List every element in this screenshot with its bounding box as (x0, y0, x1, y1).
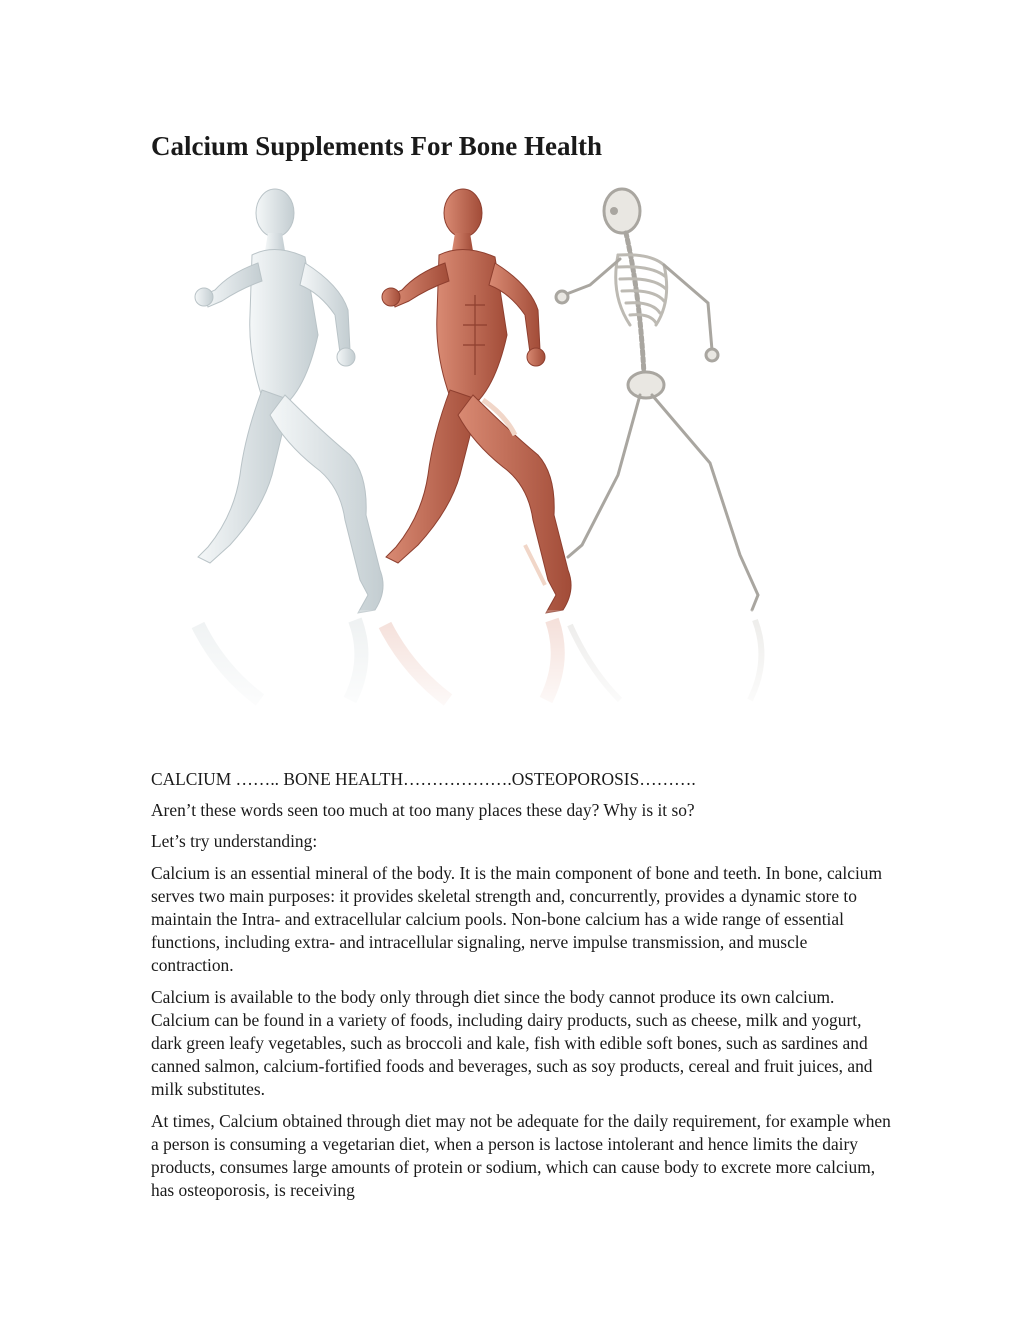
document-title: Calcium Supplements For Bone Health (151, 131, 603, 161)
skin-figure (195, 189, 383, 613)
intro-question: Aren’t these words seen too much at too many places these day? Why is it so? (151, 800, 695, 821)
keywords-line: CALCIUM …….. BONE HEALTH……………….OSTEOPOROSIS………. (151, 769, 696, 789)
muscle-figure (382, 189, 571, 613)
intro-lead: Let’s try understanding: (151, 831, 318, 852)
running-figures-illustration (180, 180, 840, 725)
paragraph-calcium-role: Calcium is an essential mineral of the body. It is the main component of bone and teeth. In bone, calcium serves two main purposes: it provides skeletal strength and, concurrently, provides a dynamic store to maintain the Intra- and extracellular calcium pools. Non-bone calcium has a wide range of essential functions, including extra- and intracellular signaling, nerve impulse transmission, and muscle contraction. (151, 862, 883, 976)
skeleton-figure (556, 189, 758, 610)
paragraph-calcium-sources: Calcium is available to the body only through diet since the body cannot produce its own calcium. Calcium can be found in a variety of foods, including dairy products, such as cheese, milk and yogurt, dark green leafy vegetables, such as broccoli and kale, fish with edible soft bones, such as sardines and canned salmon, calcium-fortified foods and beverages, such as soy products, cereal and fruit juices, and milk substitutes. (151, 986, 873, 1100)
document-body (151, 768, 891, 1210)
paragraph-calcium-deficiency: At times, Calcium obtained through diet may not be adequate for the daily requirement, for example when a person is consuming a vegetarian diet, when a person is lactose intolerant and hence limits the dairy products, consumes large amounts of protein or sodium, which can cause body to excrete more calcium, has osteoporosis, is receiving (151, 1110, 891, 1201)
